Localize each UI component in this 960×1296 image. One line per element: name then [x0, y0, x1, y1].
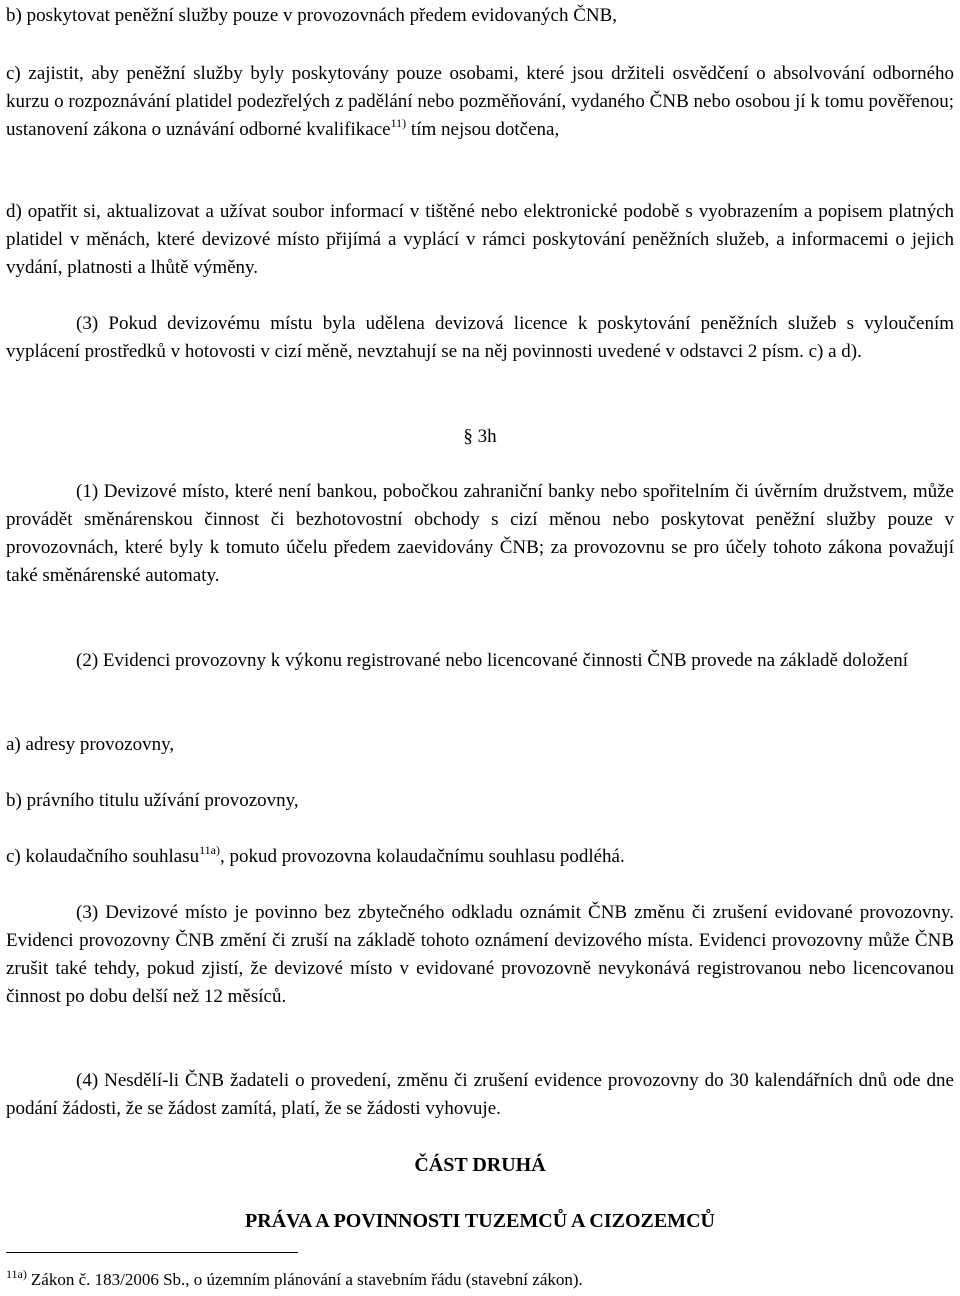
section-paragraph-2-text: (2) Evidenci provozovny k výkonu registrované nebo licencované činnosti ČNB provede na základě doložení [76, 650, 909, 671]
paragraph-2c [6, 60, 954, 144]
section-paragraph-2c-tail: , pokud provozovna kolaudačnímu souhlasu podléhá. [220, 846, 625, 867]
section-paragraph-2b-text: b) právního titulu užívání provozovny, [6, 790, 299, 811]
paragraph-2d-text: d) opatřit si, aktualizovat a užívat soubor informací v tištěné nebo elektronické podobě s vyobrazením a popisem platných platidel v měnách, které devizové místo přijímá a vyplácí v rámci poskytování peněžních služeb, a informacemi o jejich vydání, platnosti a lhůtě výměny. [6, 201, 954, 278]
section-paragraph-2c [6, 843, 954, 871]
section-paragraph-3 [6, 899, 954, 1011]
part-title: PRÁVA A POVINNOSTI TUZEMCŮ A CIZOZEMCŮ [245, 1210, 715, 1232]
section-paragraph-2a-text: a) adresy provozovny, [6, 734, 175, 755]
paragraph-2b [6, 2, 954, 30]
footnote-ref-11[interactable]: 11) [390, 116, 407, 130]
section-paragraph-2b [6, 787, 954, 815]
footnote-text: Zákon č. 183/2006 Sb., o územním plánování a stavebním řádu (stavební zákon). [30, 1270, 583, 1289]
footnote [6, 1262, 954, 1292]
section-paragraph-4 [6, 1067, 954, 1123]
paragraph-2c-text: c) zajistit, aby peněžní služby byly poskytovány pouze osobami, které jsou držiteli osvědčení o absolvování odborného kurzu o rozpoznávání platidel podezřelých z padělání nebo pozměňování, vydaného ČNB nebo osobou jí k tomu pověřenou; ustanovení zákona o uznávání odborné kvalifikace [6, 63, 954, 140]
paragraph-2c-tail: tím nejsou dotčena, [406, 119, 560, 140]
footnote-mark: 11a) [6, 1267, 27, 1281]
section-heading: § 3h [463, 426, 497, 447]
section-paragraph-3-text: (3) Devizové místo je povinno bez zbytečného odkladu oznámit ČNB změnu či zrušení evidované provozovny. Evidenci provozovny ČNB změní či zruší na základě tohoto oznámení devizového místa. Evidenci provozovny může ČNB zrušit také tehdy, pokud zjistí, že devizové místo v evidované provozovně nevykonává registrovanou nebo licencovanou činnost po dobu delší než 12 měsíců. [6, 902, 954, 1007]
paragraph-3-text: (3) Pokud devizovému místu byla udělena devizová licence k poskytování peněžních služeb s vyloučením vyplácení prostředků v hotovosti v cizí měně, nevztahují se na něj povinnosti uvedené v odstavci 2 písm. c) a d). [6, 313, 954, 362]
section-paragraph-2c-text: c) kolaudačního souhlasu [6, 846, 200, 867]
paragraph-3 [6, 310, 954, 366]
paragraph-2d [6, 198, 954, 282]
section-paragraph-2 [6, 647, 954, 675]
section-paragraph-2a [6, 731, 954, 759]
footnote-divider [6, 1252, 298, 1253]
section-paragraph-1-text: (1) Devizové místo, které není bankou, pobočkou zahraniční banky nebo spořitelním či úvěrním družstvem, může provádět směnárenskou činnost či bezhotovostní obchody s cizí měnou nebo poskytovat peněžní služby pouze v provozovnách, které byly k tomuto účelu předem zaevidovány ČNB; za provozovnu se pro účely tohoto zákona považují také směnárenské automaty. [6, 481, 954, 586]
footnote-ref-11a[interactable]: 11a) [199, 843, 221, 857]
paragraph-2b-text: b) poskytovat peněžní služby pouze v provozovnách předem evidovaných ČNB, [6, 5, 618, 26]
section-paragraph-1 [6, 478, 954, 590]
part-heading: ČÁST DRUHÁ [414, 1154, 546, 1176]
section-paragraph-4-text: (4) Nesdělí-li ČNB žadateli o provedení, změnu či zrušení evidence provozovny do 30 kalendářních dnů ode dne podání žádosti, že se žádost zamítá, platí, že se žádosti vyhovuje. [6, 1070, 954, 1119]
